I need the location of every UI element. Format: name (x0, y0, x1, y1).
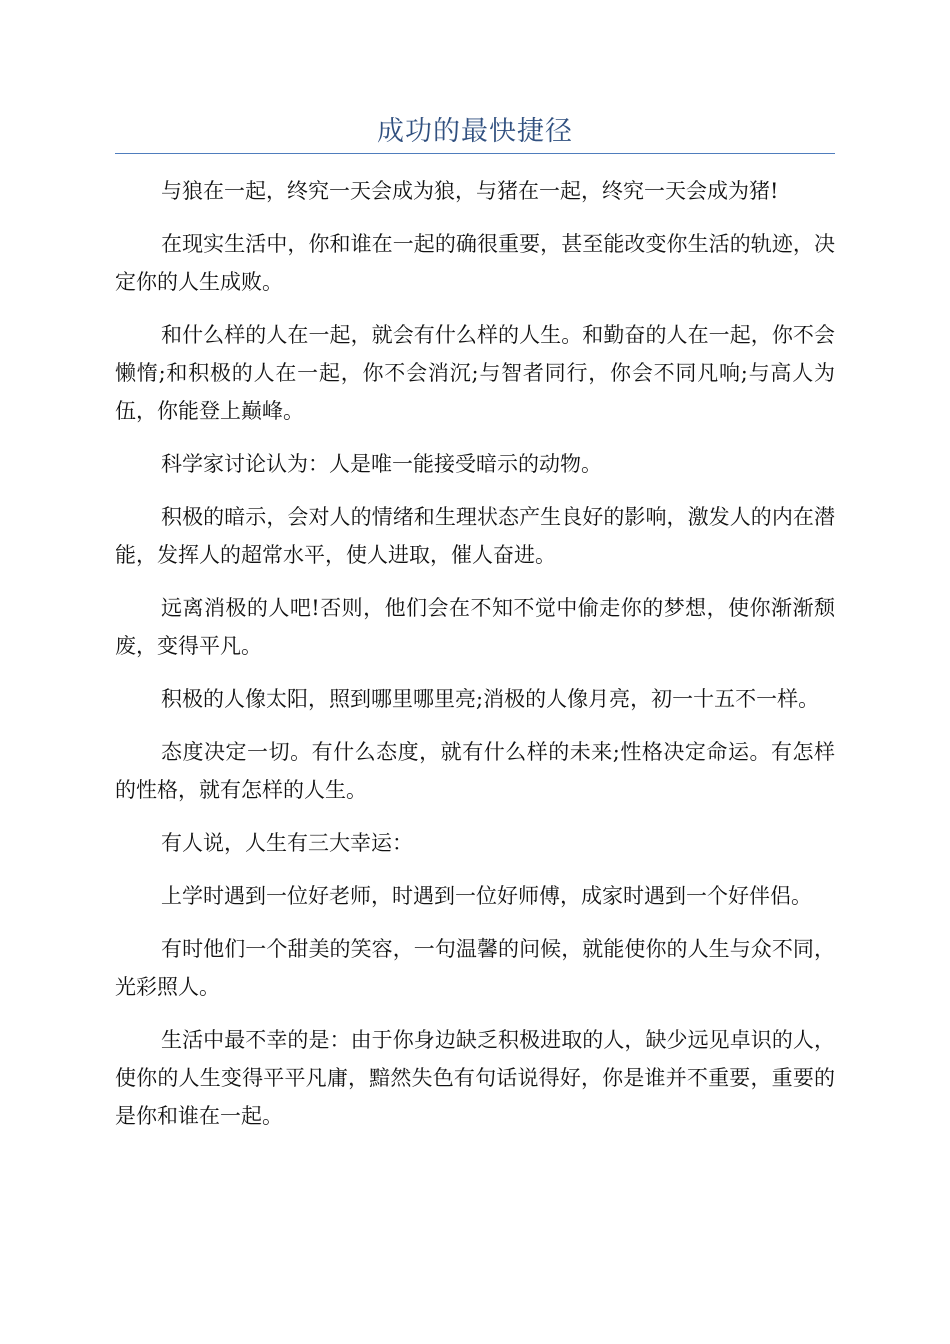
document-title: 成功的最快捷径 (377, 116, 573, 147)
paragraph: 上学时遇到一位好老师，时遇到一位好师傅，成家时遇到一个好伴侣。 (161, 884, 812, 908)
paragraph: 生活中最不幸的是：由于你身边缺乏积极进取的人，缺少远见卓识的人，使你的人生变得平平凡庸，黯然失色有句话说得好，你是谁并不重要，重要的是你和谁在一起。 (115, 1028, 835, 1128)
paragraph: 有时他们一个甜美的笑容，一句温馨的问候，就能使你的人生与众不同，光彩照人。 (115, 937, 835, 999)
paragraph: 与狼在一起，终究一天会成为狼，与猪在一起，终究一天会成为猪! (161, 179, 779, 203)
paragraph: 有人说，人生有三大幸运： (161, 831, 413, 855)
paragraph: 积极的人像太阳，照到哪里哪里亮;消极的人像月亮，初一十五不一样。 (161, 687, 820, 711)
paragraph: 在现实生活中，你和谁在一起的确很重要，甚至能改变你生活的轨迹，决定你的人生成败。 (115, 232, 835, 294)
paragraph: 积极的暗示，会对人的情绪和生理状态产生良好的影响，激发人的内在潜能，发挥人的超常水平，使人进取，催人奋进。 (115, 505, 835, 567)
paragraph: 远离消极的人吧!否则，他们会在不知不觉中偷走你的梦想，使你渐渐颓废，变得平凡。 (115, 596, 835, 658)
paragraph: 和什么样的人在一起，就会有什么样的人生。和勤奋的人在一起，你不会懒惰;和积极的人在一起，你不会消沉;与智者同行，你会不同凡响;与高人为伍，你能登上巅峰。 (115, 323, 835, 423)
title-underline (115, 153, 835, 154)
paragraph: 态度决定一切。有什么态度，就有什么样的未来;性格决定命运。有怎样的性格，就有怎样的人生。 (115, 740, 835, 802)
document-body (115, 172, 835, 1150)
paragraph: 科学家讨论认为：人是唯一能接受暗示的动物。 (161, 452, 602, 476)
